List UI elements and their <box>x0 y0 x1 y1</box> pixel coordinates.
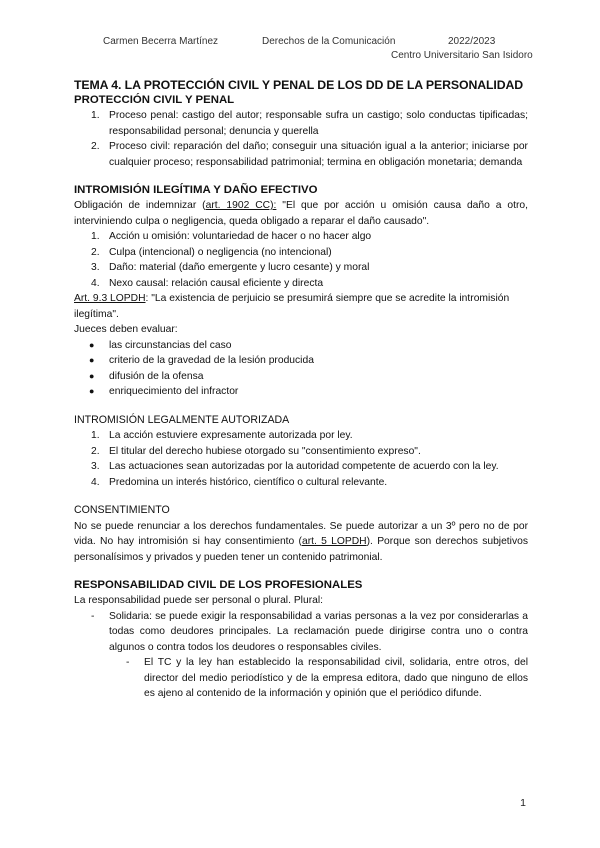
list-item: 4. Nexo causal: relación causal eficiente y directa <box>91 277 324 289</box>
bullet-icon: ● <box>89 386 95 396</box>
list-item: - El TC y la ley han establecido la responsabilidad civil, solidaria, entre otros, del director del medio periodístico y de la empresa editora, dado que ninguno de ellos es ajeno al contenido de la información y opinión que el periódico difunde. <box>126 657 528 699</box>
criterios-list <box>74 338 528 400</box>
header-center: Centro Universitario San Isidoro <box>391 50 533 61</box>
list-item: 2. El titular del derecho hubiese otorgado su "consentimiento expreso". <box>91 445 421 457</box>
document-title: TEMA 4. LA PROTECCIÓN CIVIL Y PENAL DE LOS DD DE LA PERSONALIDAD <box>74 78 524 92</box>
dash-marker: - <box>126 657 130 668</box>
list-item: ● difusión de la ofensa <box>74 369 528 385</box>
list-item: 2. Proceso civil: reparación del daño; conseguir una situación igual a la anterior; iniciarse por cualquier proceso; responsabilidad patrimonial; termina en obligación monetaria; demanda <box>91 141 528 168</box>
list-item: ● las circunstancias del caso <box>74 338 528 354</box>
autorizada-list <box>74 428 528 490</box>
requisitos-list <box>74 229 528 291</box>
page-number: 1 <box>520 797 526 809</box>
list-item: 4. Predomina un interés histórico, científico o cultural relevante. <box>91 476 388 488</box>
header-author: Carmen Becerra Martínez <box>103 36 219 47</box>
dash-marker: - <box>91 610 95 622</box>
article-link[interactable]: art. 5 LOPDH <box>301 536 367 547</box>
plural-list <box>74 609 528 656</box>
proceso-list <box>74 108 528 170</box>
section-heading-proteccion: PROTECCIÓN CIVIL Y PENAL <box>74 94 235 106</box>
list-item: 1. La acción estuviere expresamente autorizada por ley. <box>91 430 353 441</box>
list-item: 1. Acción u omisión: voluntariedad de hacer o no hacer algo <box>91 231 372 242</box>
bullet-icon: ● <box>89 355 95 365</box>
consentimiento-paragraph: No se puede renunciar a los derechos fundamentales. Se puede autorizar a un 3º pero no de por vida. No hay intromisión si hay consentimiento (art. 5 LOPDH). Porque son derechos subjetivos personalísimos y privados y pueden tener un contenido patrimonial. <box>74 520 528 563</box>
section-heading-intromision: INTROMISIÓN ILEGÍTIMA Y DAÑO EFECTIVO <box>74 184 318 196</box>
jueces-label: Jueces deben evaluar: <box>74 324 178 335</box>
list-item: 1. Proceso penal: castigo del autor; responsable sufra un castigo; solo conductas tipificadas; responsabilidad personal; denuncia y querella <box>91 110 528 137</box>
responsabilidad-intro: La responsabilidad puede ser personal o plural. Plural: <box>74 595 324 606</box>
indemnizar-paragraph: Obligación de indemnizar (art. 1902 CC): "El que por acción u omisión causa daño a otro, interviniendo culpa o negligencia, queda obligado a reparar el daño causado". <box>74 200 529 227</box>
section-heading-responsabilidad: RESPONSABILIDAD CIVIL DE LOS PROFESIONALES <box>74 579 363 591</box>
section-heading-consentimiento: CONSENTIMIENTO <box>74 504 170 516</box>
bullet-icon: ● <box>89 370 95 381</box>
list-item: 3. Daño: material (daño emergente y lucro cesante) y moral <box>91 262 370 273</box>
header-year: 2022/2023 <box>448 36 496 47</box>
article-paragraph: Art. 9.3 LOPDH: "La existencia de perjuicio se presumirá siempre que se acredite la intromisión ilegítima". <box>74 293 510 320</box>
list-item: 2. Culpa (intencional) o negligencia (no intencional) <box>91 246 332 258</box>
plural-sublist <box>74 655 528 702</box>
bullet-icon: ● <box>89 339 95 350</box>
article-link[interactable]: art. 1902 CC): <box>205 200 277 211</box>
list-item: ● criterio de la gravedad de la lesión producida <box>74 353 528 369</box>
page-body <box>74 77 528 702</box>
list-item: 3. Las actuaciones sean autorizadas por la autoridad competente de acuerdo con la ley. <box>91 461 499 472</box>
article-link[interactable]: Art. 9.3 LOPDH <box>74 293 146 304</box>
section-heading-autorizada: INTROMISIÓN LEGALMENTE AUTORIZADA <box>74 413 290 426</box>
header-subject: Derechos de la Comunicación <box>262 36 396 47</box>
list-item: - Solidaria: se puede exigir la responsabilidad a varias personas a la vez por considerarlas a todas como deudores principales. La reclamación puede dirigirse contra uno o contra algunos o contra todos los deudores o responsables civiles. <box>91 610 528 653</box>
list-item: ● enriquecimiento del infractor <box>74 384 528 400</box>
